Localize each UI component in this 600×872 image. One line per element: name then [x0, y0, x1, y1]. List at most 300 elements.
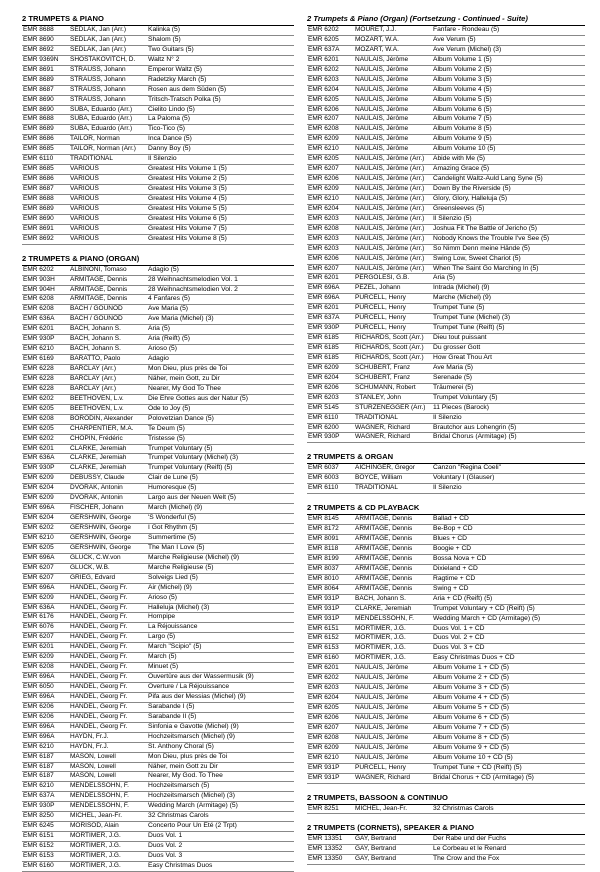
composer-name: NAULAIS, Jérôme	[355, 684, 409, 692]
section-title: 2 TRUMPETS & ORGAN	[307, 452, 394, 462]
work-title: Album Volume 6 + CD (5)	[433, 713, 510, 721]
catalog-row	[22, 544, 294, 554]
catalog-number: EMR 6209	[23, 474, 54, 482]
work-title: Glory, Glory, Halleluja (5)	[433, 194, 508, 202]
catalog-row	[22, 574, 294, 584]
work-title: Duos Vol. 3 + CD	[433, 644, 485, 652]
composer-name: NAULAIS, Jérôme	[355, 125, 409, 133]
section-gap	[307, 814, 585, 823]
work-title: Fanfare - Rondeau (5)	[433, 26, 500, 33]
catalog-number: EMR 6210	[23, 782, 54, 790]
catalog-row	[307, 255, 585, 265]
catalog-row	[307, 414, 585, 424]
catalog-row	[22, 395, 294, 405]
work-title: Album Volume 2 (5)	[433, 65, 492, 73]
catalog-row	[22, 772, 294, 782]
composer-name: TRADITIONAL	[355, 413, 398, 421]
catalog-row	[307, 674, 585, 684]
work-title: Canzon "Regina Coeli"	[433, 464, 501, 472]
composer-name: NAULAIS, Jérôme	[355, 75, 409, 83]
work-title: Trumpet Tune (Reift) (5)	[433, 324, 505, 332]
catalog-number: EMR 8687	[23, 85, 54, 93]
composer-name: TRADITIONAL	[355, 484, 398, 492]
catalog-number: EMR 6208	[308, 733, 339, 741]
composer-name: ARMITAGE, Dennis	[355, 554, 413, 562]
catalog-row	[307, 125, 585, 135]
work-title: Minuet (5)	[148, 663, 179, 671]
work-title: Candelight Waltz-Auld Lang Syne (5)	[433, 175, 543, 183]
catalog-number: EMR 6207	[308, 723, 339, 731]
composer-name: MASON, Lowell	[70, 762, 116, 770]
catalog-number: EMR 8692	[23, 45, 54, 53]
composer-name: GLUCK, W.B.	[70, 563, 110, 571]
catalog-number: EMR 8064	[308, 584, 339, 592]
composer-name: PEZEL, Johann	[355, 284, 401, 292]
work-title: 28 Weihnachtsmelodien Vol. 1	[148, 275, 238, 283]
catalog-number: EMR 930P	[308, 324, 340, 332]
composer-name: MOZART, W.A.	[355, 45, 399, 53]
composer-name: FISCHER, Johann	[70, 504, 124, 512]
catalog-row	[22, 165, 294, 175]
composer-name: MORTIMER, J.G.	[355, 634, 406, 642]
composer-name: VARIOUS	[70, 175, 99, 183]
catalog-row	[22, 295, 294, 305]
catalog-number: EMR 904H	[23, 285, 55, 293]
work-title: La Paloma (5)	[148, 115, 191, 123]
work-title: Näher, mein Gott, zu Dir	[148, 374, 220, 382]
catalog-row	[22, 195, 294, 205]
composer-name: BACH, Johann S.	[355, 594, 406, 602]
section-title: 2 TRUMPETS (CORNETS), SPEAKER & PIANO	[307, 823, 475, 833]
catalog-row	[307, 36, 585, 46]
catalog-number: EMR 6185	[308, 344, 339, 351]
catalog-row	[307, 474, 585, 484]
catalog-row	[22, 425, 294, 435]
composer-name: NAULAIS, Jérôme (Arr.)	[355, 165, 425, 173]
composer-name: ARMITAGE, Dennis	[355, 535, 413, 543]
catalog-row	[22, 534, 294, 544]
work-title: Bridal Chorus (Armitage) (5)	[433, 433, 517, 441]
catalog-row	[307, 135, 585, 145]
catalog-number: EMR 6202	[23, 524, 54, 531]
work-title: Largo (5)	[148, 633, 176, 641]
composer-name: DVORAK, Antonin	[70, 484, 123, 492]
work-title: Marche Religieuse (Michel) (9)	[148, 553, 240, 561]
work-title: Ouvertüre aus der Wassermusik (9)	[148, 673, 254, 681]
section-title: 2 TRUMPETS & CD PLAYBACK	[307, 503, 420, 513]
catalog-row	[307, 704, 585, 714]
catalog-number: EMR 6205	[308, 155, 339, 163]
work-title: Aria (5)	[433, 274, 455, 282]
work-title: Greatest Hits Volume 8 (5)	[148, 234, 227, 242]
catalog-number: EMR 6153	[23, 851, 54, 859]
catalog-row	[307, 664, 585, 674]
catalog-number: EMR 6110	[308, 484, 339, 492]
catalog-number: EMR 8685	[23, 145, 54, 153]
composer-name: VARIOUS	[70, 165, 99, 173]
work-title: Easy Christmas Duos	[148, 861, 213, 869]
work-title: Trumpet Voluntary (Reift) (5)	[148, 464, 233, 472]
catalog-row	[307, 304, 585, 314]
catalog-number: EMR 6205	[23, 404, 54, 412]
work-title: Album Volume 7 (5)	[433, 115, 492, 123]
composer-name: BARCLAY (Arr.)	[70, 365, 116, 372]
work-title: Waltz N° 2	[148, 55, 180, 63]
catalog-number: EMR 6204	[308, 694, 339, 702]
composer-name: ARMITAGE, Dennis	[70, 295, 128, 303]
catalog-row	[307, 394, 585, 404]
composer-name: NAULAIS, Jérôme (Arr.)	[355, 234, 425, 242]
catalog-number: EMR 8692	[23, 234, 54, 242]
work-title: Greatest Hits Volume 6 (5)	[148, 214, 227, 222]
catalog-number: EMR 931P	[308, 763, 340, 771]
section-2-trumpets-piano-organ	[22, 254, 294, 872]
catalog-row	[22, 235, 294, 245]
catalog-number: EMR 636A	[23, 454, 55, 462]
catalog-row	[307, 555, 585, 565]
work-title: Tristesse (5)	[148, 434, 185, 442]
catalog-row	[307, 165, 585, 175]
composer-name: SHOSTAKOVITCH, D.	[70, 55, 136, 63]
catalog-number: EMR 8687	[23, 185, 54, 192]
catalog-number: EMR 6207	[308, 264, 339, 272]
catalog-number: EMR 6206	[308, 105, 339, 113]
catalog-row	[307, 535, 585, 545]
catalog-number: EMR 6202	[23, 265, 54, 273]
work-title: Tritsch-Tratsch Polka (5)	[148, 95, 221, 103]
catalog-number: EMR 6205	[308, 35, 339, 43]
right-column	[307, 14, 585, 865]
composer-name: GRIEG, Edvard	[70, 573, 116, 581]
composer-name: NAULAIS, Jérôme (Arr.)	[355, 224, 425, 232]
composer-name: PURCELL, Henry	[355, 304, 406, 312]
catalog-number: EMR 8689	[23, 75, 54, 83]
composer-name: CLARKE, Jeremiah	[355, 604, 412, 612]
work-title: Two Guitars (5)	[148, 45, 194, 53]
catalog-number: EMR 6228	[23, 365, 54, 372]
catalog-row	[307, 855, 585, 865]
work-title: Ode to Joy (5)	[148, 404, 191, 412]
work-title: Hochzeitsmarsch (Michel) (9)	[148, 732, 235, 740]
catalog-table	[22, 265, 294, 872]
composer-name: BARATTO, Paolo	[70, 355, 121, 363]
catalog-number: EMR 6201	[23, 325, 54, 333]
composer-name: BACH / GOUNOD	[70, 315, 123, 323]
catalog-row	[22, 613, 294, 623]
catalog-number: EMR 8688	[23, 194, 54, 202]
composer-name: SEDLAK, Jan (Arr.)	[70, 26, 126, 33]
work-title: Cielito Lindo (5)	[148, 105, 195, 113]
catalog-number: EMR 6110	[308, 413, 339, 421]
catalog-number: EMR 13351	[308, 835, 343, 843]
work-title: Be-Bop + CD	[433, 525, 473, 533]
catalog-row	[307, 265, 585, 275]
catalog-row	[307, 374, 585, 384]
catalog-row	[307, 615, 585, 625]
work-title: Abide with Me (5)	[433, 155, 486, 163]
composer-name: HÄNDEL, Georg Fr.	[70, 722, 128, 730]
catalog-number: EMR 6205	[308, 704, 339, 711]
work-title: Polovetzian Dance (5)	[148, 414, 214, 422]
catalog-row	[22, 792, 294, 802]
catalog-row	[22, 365, 294, 375]
work-title: Intrada (Michel) (9)	[433, 284, 490, 292]
catalog-number: EMR 6110	[23, 155, 54, 163]
work-title: Greatest Hits Volume 5 (5)	[148, 204, 227, 212]
catalog-number: EMR 6202	[308, 674, 339, 682]
catalog-number: EMR 6205	[23, 424, 54, 432]
composer-name: NAULAIS, Jérôme	[355, 743, 409, 751]
composer-name: SCHUBERT, Franz	[355, 373, 411, 381]
catalog-row	[22, 286, 294, 296]
catalog-row	[307, 744, 585, 754]
catalog-number: EMR 8689	[23, 125, 54, 133]
composer-name: SUBA, Eduardo (Arr.)	[70, 125, 133, 133]
catalog-row	[22, 554, 294, 564]
catalog-number: EMR 6169	[23, 355, 54, 363]
section-title: 2 TRUMPETS & PIANO (ORGAN)	[22, 253, 140, 263]
composer-name: PURCELL, Henry	[355, 314, 406, 322]
catalog-number: EMR 6207	[308, 115, 339, 123]
section-title: 2 TRUMPETS & PIANO	[22, 14, 104, 23]
catalog-number: EMR 931P	[308, 604, 340, 612]
work-title: Album Volume 4 + CD (5)	[433, 694, 510, 702]
catalog-number: EMR 6187	[23, 752, 54, 760]
catalog-row	[22, 753, 294, 763]
composer-name: BACH, Johann S.	[70, 325, 121, 333]
work-title: Album Volume 3 + CD (5)	[433, 684, 510, 692]
composer-name: MENDELSSOHN, F.	[70, 792, 129, 800]
catalog-row	[22, 673, 294, 683]
composer-name: TRADITIONAL	[70, 155, 113, 163]
catalog-row	[307, 86, 585, 96]
catalog-row	[307, 324, 585, 334]
catalog-row	[307, 245, 585, 255]
catalog-number: EMR 8091	[308, 535, 339, 543]
work-title: Greatest Hits Volume 7 (5)	[148, 224, 227, 232]
composer-name: HÄNDEL, Georg Fr.	[70, 653, 128, 661]
catalog-row	[22, 484, 294, 494]
catalog-number: EMR 6185	[308, 353, 339, 361]
catalog-number: EMR 6206	[308, 383, 339, 391]
catalog-row	[22, 355, 294, 365]
composer-name: HÄNDEL, Georg Fr.	[70, 673, 128, 681]
left-column	[22, 14, 294, 872]
catalog-row	[307, 175, 585, 185]
catalog-number: EMR 13350	[308, 855, 343, 863]
composer-name: MICHEL, Jean-Fr.	[355, 804, 408, 812]
composer-name: ARMITAGE, Dennis	[355, 564, 413, 572]
composer-name: HÄNDEL, Georg Fr.	[70, 692, 128, 700]
work-title: Nobody Knows the Trouble I've See (5)	[433, 234, 550, 242]
catalog-row	[307, 404, 585, 414]
catalog-row	[22, 375, 294, 385]
catalog-number: EMR 8690	[23, 95, 54, 103]
section-2-trumpets-bassoon-continuo	[307, 793, 585, 815]
composer-name: MORTIMER, J.G.	[70, 861, 121, 869]
composer-name: PURCELL, Henry	[355, 324, 406, 332]
work-title: Album Volume 5 (5)	[433, 95, 492, 103]
catalog-number: EMR 8251	[308, 804, 339, 812]
catalog-row	[307, 26, 585, 36]
section-2-trumpets-piano-organ-fortsetzung-continued-suite	[307, 14, 585, 443]
catalog-number: EMR 8037	[308, 564, 339, 572]
work-title: Album Volume 8 + CD (5)	[433, 733, 510, 741]
composer-name: ARMITAGE, Dennis	[355, 525, 413, 533]
catalog-number: EMR 930P	[23, 464, 55, 472]
catalog-number: EMR 6153	[308, 644, 339, 652]
composer-name: GAY, Bertrand	[355, 835, 396, 843]
catalog-row	[307, 145, 585, 155]
catalog-number: EMR 8688	[23, 115, 54, 123]
catalog-row	[307, 96, 585, 106]
catalog-number: EMR 6205	[308, 95, 339, 103]
section-2-trumpets-piano	[22, 14, 294, 245]
composer-name: BEETHOVEN, L.v.	[70, 404, 124, 412]
catalog-number: EMR 696A	[23, 692, 55, 700]
catalog-row	[22, 345, 294, 355]
catalog-number: EMR 8690	[23, 105, 54, 113]
composer-name: CLARKE, Jeremiah	[70, 454, 127, 462]
composer-name: STURZENEGGER (Arr.)	[355, 403, 426, 411]
catalog-number: EMR 931P	[308, 614, 340, 622]
catalog-number: EMR 637A	[308, 314, 340, 322]
work-title: Kalinka (5)	[148, 26, 180, 33]
work-title: Arioso (5)	[148, 345, 177, 353]
work-title: Hornpipe	[148, 613, 176, 621]
work-title: Album Volume 2 + CD (5)	[433, 674, 510, 682]
catalog-row	[307, 155, 585, 165]
composer-name: ARMITAGE, Dennis	[70, 275, 128, 283]
catalog-number: EMR 6209	[308, 135, 339, 143]
catalog-number: EMR 6208	[23, 663, 54, 671]
catalog-number: EMR 6151	[23, 832, 54, 840]
catalog-number: EMR 6208	[23, 305, 54, 313]
catalog-number: EMR 6203	[308, 234, 339, 242]
work-title: The Man I Love (5)	[148, 543, 205, 551]
composer-name: WAGNER, Richard	[355, 433, 411, 441]
catalog-number: EMR 903H	[23, 275, 55, 283]
work-title: Adagio (5)	[148, 265, 179, 273]
work-title: La Réjouissance	[148, 623, 198, 631]
catalog-row	[22, 584, 294, 594]
composer-name: STRAUSS, Johann	[70, 85, 126, 93]
catalog-number: EMR 6210	[23, 533, 54, 541]
work-title: Greatest Hits Volume 3 (5)	[148, 185, 227, 192]
composer-name: HÄNDEL, Georg Fr.	[70, 702, 128, 710]
catalog-number: EMR 6245	[23, 822, 54, 830]
work-title: Dieu tout puissant	[433, 334, 487, 342]
catalog-number: EMR 696A	[23, 583, 55, 591]
catalog-row	[22, 643, 294, 653]
catalog-number: EMR 6003	[308, 474, 339, 482]
work-title: Il Silenzio (5)	[433, 214, 472, 222]
work-title: Il Silenzio	[433, 484, 462, 492]
work-title: March (5)	[148, 653, 177, 661]
catalog-number: EMR 931P	[308, 773, 340, 781]
catalog-row	[22, 464, 294, 474]
catalog-table	[307, 514, 585, 783]
composer-name: GERSHWIN, George	[70, 524, 132, 531]
catalog-number: EMR 6185	[308, 334, 339, 342]
work-title: Summertime (5)	[148, 533, 196, 541]
catalog-row	[307, 774, 585, 784]
composer-name: BARCLAY (Arr.)	[70, 384, 116, 392]
work-title: When The Saint Go Marching In (5)	[433, 264, 539, 272]
work-title: 32 Christmas Carols	[433, 804, 494, 812]
work-title: Die Ehre Gottes aus der Natur (5)	[148, 394, 248, 402]
work-title: Album Volume 8 (5)	[433, 125, 492, 133]
catalog-row	[307, 294, 585, 304]
catalog-number: EMR 8686	[23, 135, 54, 143]
catalog-row	[22, 802, 294, 812]
catalog-row	[22, 86, 294, 96]
composer-name: CHOPIN, Frédéric	[70, 434, 123, 442]
composer-name: NAULAIS, Jérôme (Arr.)	[355, 214, 425, 222]
catalog-row	[22, 782, 294, 792]
composer-name: WAGNER, Richard	[355, 423, 411, 431]
composer-name: SEDLAK, Jan (Arr.)	[70, 45, 126, 53]
composer-name: BEETHOVEN, L.v.	[70, 394, 124, 402]
catalog-row	[307, 66, 585, 76]
catalog-number: EMR 6204	[308, 204, 339, 212]
catalog-number: EMR 6206	[308, 254, 339, 262]
catalog-number: EMR 931P	[308, 594, 340, 602]
catalog-number: EMR 8686	[23, 175, 54, 183]
work-title: Ballad + CD	[433, 515, 469, 523]
catalog-number: EMR 6201	[308, 304, 339, 312]
work-title: Inca Dance (5)	[148, 135, 192, 143]
work-title: 4 Fanfares (5)	[148, 295, 190, 303]
catalog-row	[307, 334, 585, 344]
catalog-number: EMR 8172	[308, 525, 339, 533]
work-title: Air (Michel) (9)	[148, 583, 192, 591]
catalog-number: EMR 6207	[23, 573, 54, 581]
composer-name: HÄNDEL, Georg Fr.	[70, 663, 128, 671]
composer-name: NAULAIS, Jérôme (Arr.)	[355, 194, 425, 202]
catalog-row	[22, 175, 294, 185]
work-title: Largo aus der Neuen Welt (5)	[148, 494, 236, 502]
work-title: Trumpet Tune + CD (Reift) (5)	[433, 763, 522, 771]
catalog-row	[307, 644, 585, 654]
work-title: Album Volume 10 (5)	[433, 145, 496, 153]
catalog-number: EMR 6210	[23, 345, 54, 353]
work-title: Dixieland + CD	[433, 564, 478, 572]
catalog-row	[307, 433, 585, 443]
catalog-number: EMR 930P	[23, 335, 55, 343]
composer-name: STRAUSS, Johann	[70, 75, 126, 83]
catalog-number: EMR 6201	[308, 274, 339, 282]
work-title: Trumpet Tune (Michel) (3)	[433, 314, 511, 322]
catalog-row	[307, 515, 585, 525]
catalog-row	[22, 155, 294, 165]
catalog-number: EMR 6201	[23, 643, 54, 651]
catalog-row	[307, 724, 585, 734]
composer-name: NAULAIS, Jérôme	[355, 723, 409, 731]
catalog-number: EMR 6200	[308, 423, 339, 431]
work-title: Nearer, My God To Thee	[148, 384, 221, 392]
work-title: Marche Religieuse (5)	[148, 563, 214, 571]
catalog-number: EMR 637A	[23, 792, 55, 800]
work-title: Aria (Reift) (5)	[148, 335, 190, 343]
catalog-row	[307, 354, 585, 364]
catalog-row	[307, 484, 585, 494]
work-title: Swing Low, Sweet Chariot (5)	[433, 254, 521, 262]
work-title: Album Volume 5 + CD (5)	[433, 704, 510, 711]
catalog-number: EMR 6205	[23, 543, 54, 551]
catalog-row	[307, 694, 585, 704]
composer-name: RICHARDS, Scott (Arr.)	[355, 334, 424, 342]
